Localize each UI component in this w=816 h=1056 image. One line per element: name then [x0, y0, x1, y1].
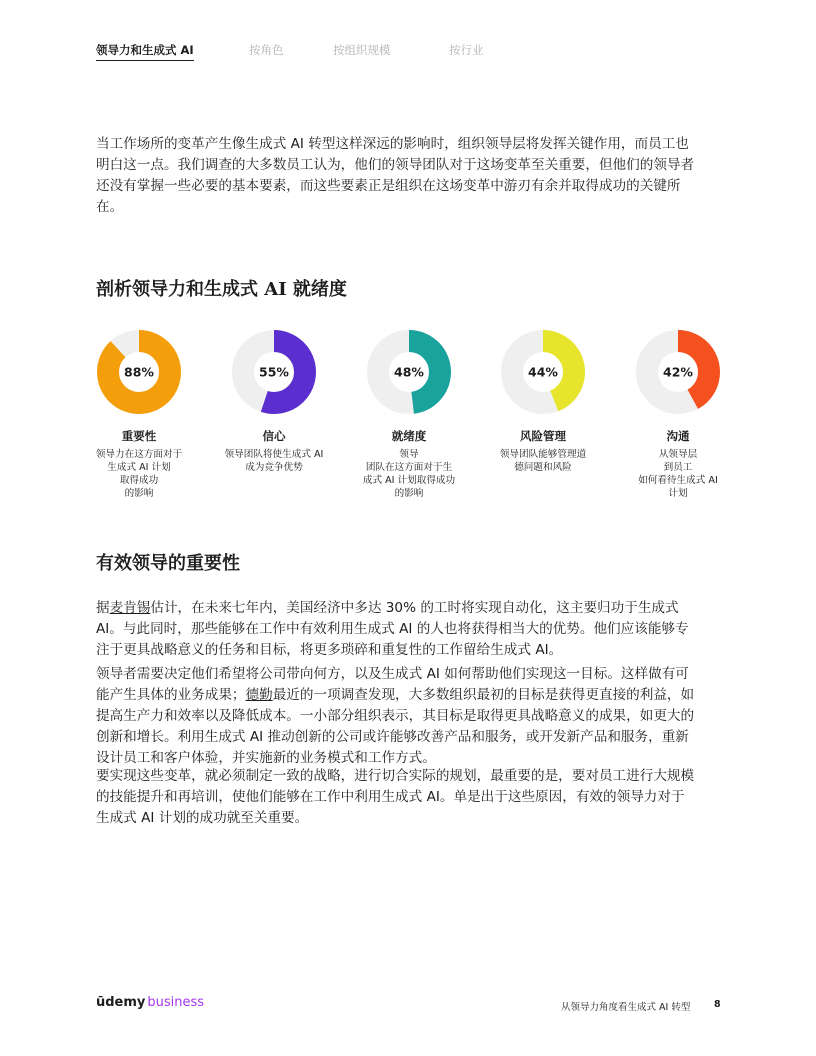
- body-paragraph-3: 要实现这些变革，就必须制定一致的战略，进行切合实际的规划，最重要的是，要对员工进行大规模的技能提升和再培训，使他们能够在工作中利用生成式 AI。单是出于这些原因，有效的领导力对于生成式 AI 计划的成功就至关重要。: [96, 768, 695, 826]
- tab-by-role[interactable]: 按角色: [249, 43, 284, 57]
- metric-title: 重要性: [121, 429, 157, 443]
- metric-readiness: [339, 330, 479, 500]
- donut-label: 42%: [663, 364, 693, 380]
- metric-description: 从领导层 到员工 如何看待生成式 AI 计划: [638, 449, 718, 499]
- intro-paragraph: 当工作场所的变革产生像生成式 AI 转型这样深远的影响时，组织领导层将发挥关键作用，而员工也明白这一点。我们调查的大多数员工认为，他们的领导团队对于这场变革至关重要，但他们的领导者还没有掌握一些必要的基本要素，而这些要素正是组织在这场变革中游刃有余并取得成功的关键所在。: [96, 136, 695, 215]
- metric-description: 领导力在这方面对于 生成式 AI 计划 取得成功 的影响: [95, 449, 183, 499]
- body-paragraph-1: 据麦肯锡估计，在未来七年内，美国经济中多达 30% 的工时将实现自动化，这主要归功于生成式 AI。与此同时，那些能够在工作中有效利用生成式 AI 的人也将获得相当大的优势。他们应该能够专注于更具战略意义的任务和目标，将更多琐碎和重复性的工作留给生成式 AI。: [96, 600, 689, 658]
- body-paragraph-2: 领导者需要决定他们希望将公司带向何方，以及生成式 AI 如何帮助他们实现这一目标。这样做有可能产生具体的业务成果；德勤最近的一项调查发现，大多数组织最初的目标是获得更直接的利益，如提高生产力和效率以及降低成本。一小部分组织表示，其目标是取得更具战略意义的成果，如更大的创新和增长。利用生成式 AI 推动创新的公司或许能够改善产品和服务，或开发新产品和服务，重新设计员工和客户体验，并实施新的业务模式和工作方式。: [96, 666, 695, 766]
- metric-description: 领导 团队在这方面对于生 成式 AI 计划取得成功 的影响: [362, 449, 456, 499]
- donut-label: 44%: [528, 364, 558, 380]
- donut-chart-confidence: [232, 330, 316, 414]
- metric-confidence: [204, 330, 344, 474]
- donut-chart-readiness: [367, 330, 451, 414]
- metric-description: 领导团队能够管理道 德问题和风险: [499, 449, 587, 473]
- metric-importance: [69, 330, 209, 500]
- page-number: 8: [714, 999, 721, 1010]
- logo-suffix: business: [147, 995, 205, 1010]
- section-heading-effective-leadership: 有效领导的重要性: [96, 553, 240, 574]
- section-heading-readiness: 剖析领导力和生成式 AI 就绪度: [96, 279, 347, 300]
- metric-title: 信心: [262, 429, 286, 443]
- donut-chart-importance: [97, 330, 181, 414]
- udemy-business-logo: [96, 995, 204, 1010]
- footer-doc-title: 从领导力角度看生成式 AI 转型: [561, 1002, 691, 1013]
- tab-leadership[interactable]: 领导力和生成式 AI: [96, 42, 194, 61]
- tab-by-org-size[interactable]: 按组织规模: [333, 43, 391, 57]
- donut-label: 88%: [124, 364, 154, 380]
- metric-title: 风险管理: [520, 429, 566, 443]
- metric-title: 沟通: [666, 429, 690, 443]
- mckinsey-link[interactable]: 麦肯锡: [109, 600, 151, 616]
- tab-by-industry[interactable]: 按行业: [449, 43, 484, 57]
- metric-communication: [608, 330, 748, 500]
- donut-chart-risk-management: [501, 330, 585, 414]
- logo-brand: ūdemy: [96, 995, 146, 1010]
- donut-label: 55%: [259, 364, 289, 380]
- deloitte-link[interactable]: 德勤: [245, 687, 273, 703]
- metric-description: 领导团队将使生成式 AI 成为竞争优势: [224, 449, 324, 473]
- metric-title: 就绪度: [391, 429, 427, 443]
- donut-chart-communication: [636, 330, 720, 414]
- donut-label: 48%: [394, 364, 424, 380]
- metric-risk-management: [473, 330, 613, 474]
